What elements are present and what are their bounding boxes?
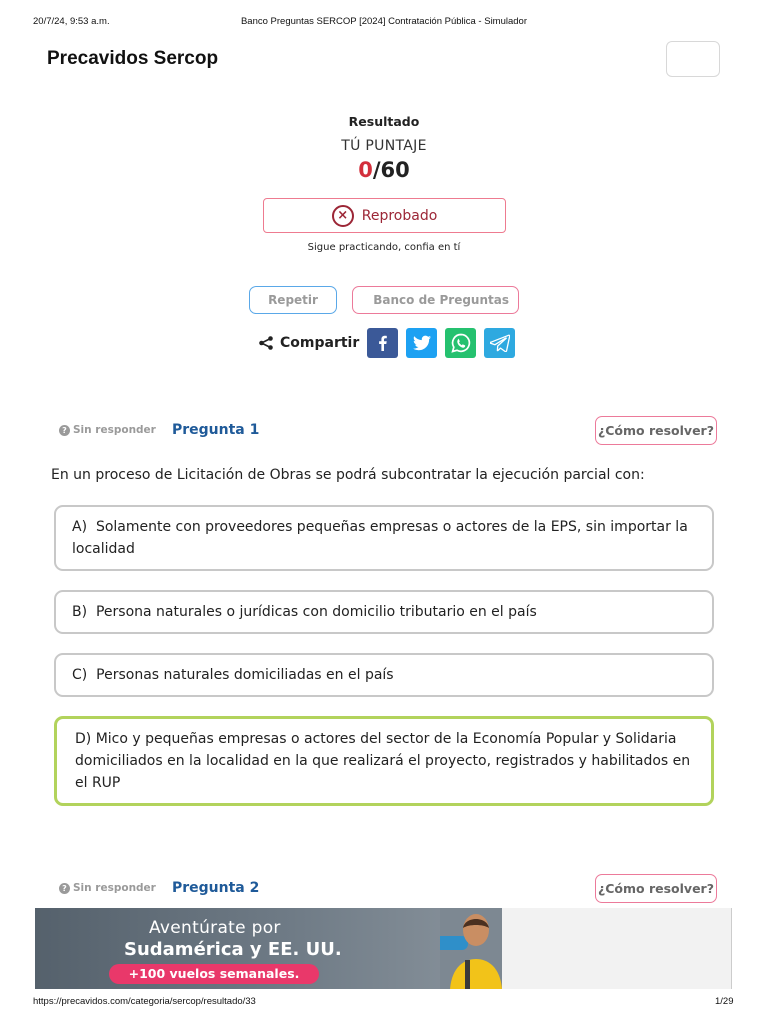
question-2-header <box>0 874 768 904</box>
ad-side-panel <box>502 908 732 989</box>
option-letter: B) <box>72 604 88 620</box>
traveler-image <box>440 908 502 989</box>
how-to-solve-button[interactable]: ¿Cómo resolver? <box>595 416 717 445</box>
site-title[interactable]: Precavidos Sercop <box>47 48 219 69</box>
question-status-text: Sin responder <box>73 882 156 894</box>
share-icon <box>258 335 274 351</box>
print-url: https://precavidos.com/categoria/sercop/resultado/33 <box>33 996 256 1007</box>
option-text: Solamente con proveedores pequeñas empresas o actores de la EPS, sin importar la localidad <box>72 519 688 557</box>
score <box>0 158 768 182</box>
question-1-title: Pregunta 1 <box>172 422 260 438</box>
option-d-correct[interactable] <box>54 716 714 806</box>
ad-line-2: Sudamérica y EE. UU. <box>124 939 342 960</box>
option-a[interactable] <box>54 505 714 571</box>
result-heading: Resultado <box>348 114 420 129</box>
question-2-status <box>59 882 156 894</box>
question-bank-button[interactable]: Banco de Preguntas <box>352 286 519 314</box>
option-letter: C) <box>72 667 88 683</box>
x-circle-icon: × <box>332 205 354 227</box>
share-row <box>258 328 515 358</box>
print-datetime: 20/7/24, 9:53 a.m. <box>33 16 110 27</box>
menu-button[interactable] <box>666 41 720 77</box>
print-header <box>0 16 768 30</box>
option-letter: D) <box>75 731 92 747</box>
option-letter: A) <box>72 519 88 535</box>
repeat-button[interactable]: Repetir <box>249 286 337 314</box>
score-total: /60 <box>372 158 410 182</box>
result-message: Sigue practicando, confia en tí <box>307 242 461 253</box>
question-status-text: Sin responder <box>73 424 156 436</box>
how-to-solve-button[interactable]: ¿Cómo resolver? <box>595 874 717 903</box>
telegram-icon[interactable] <box>484 328 515 358</box>
twitter-icon[interactable] <box>406 328 437 358</box>
option-text: Mico y pequeñas empresas o actores del sector de la Economía Popular y Solidaria domiciliados en la localidad en la que realizará el proyecto, registrados y habilitados en el RUP <box>75 731 691 791</box>
question-1-text: En un proceso de Licitación de Obras se podrá subcontratar la ejecución parcial con: <box>51 467 645 483</box>
option-text: Personas naturales domiciliadas en el país <box>96 667 394 683</box>
ad-line-1: Aventúrate por <box>149 918 281 938</box>
ad-banner[interactable] <box>35 908 502 989</box>
whatsapp-icon[interactable] <box>445 328 476 358</box>
question-mark-icon: ? <box>59 425 70 436</box>
print-page-title: Banco Preguntas SERCOP [2024] Contratación Pública - Simulador <box>240 16 528 27</box>
question-1-header <box>0 416 768 446</box>
ad-pill: +100 vuelos semanales. <box>109 964 319 984</box>
option-b[interactable] <box>54 590 714 634</box>
print-page-number: 1/29 <box>715 996 734 1007</box>
question-2-title: Pregunta 2 <box>172 880 260 896</box>
facebook-icon[interactable] <box>367 328 398 358</box>
option-text: Persona naturales o jurídicas con domicilio tributario en el país <box>95 604 537 620</box>
question-mark-icon: ? <box>59 883 70 894</box>
score-obtained: 0 <box>358 158 373 182</box>
status-text: Reprobado <box>361 207 438 224</box>
question-1-status <box>59 424 156 436</box>
option-c[interactable] <box>54 653 714 697</box>
score-label: TÚ PUNTAJE <box>341 138 427 154</box>
status-badge <box>263 198 506 233</box>
share-label: Compartir <box>280 335 360 351</box>
